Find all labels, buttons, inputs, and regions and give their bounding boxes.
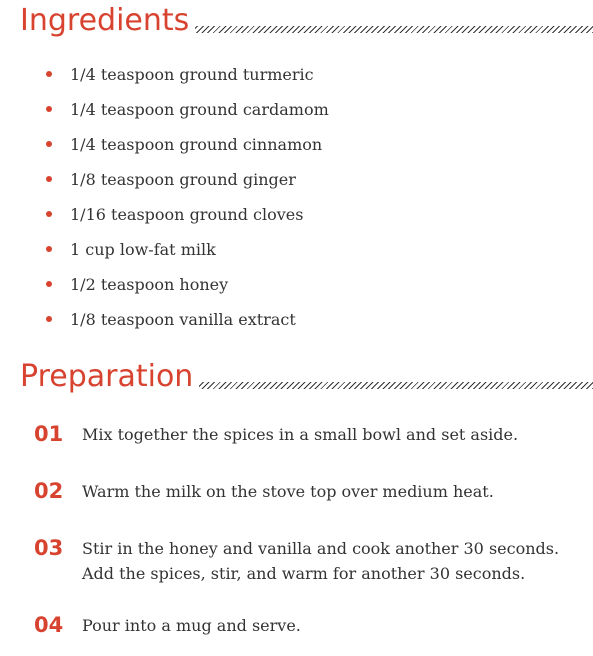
preparation-title: Preparation	[20, 359, 194, 394]
heading-divider	[199, 382, 593, 389]
ingredients-heading	[20, 4, 593, 38]
step-item	[0, 422, 593, 447]
bullet-icon	[46, 141, 52, 147]
step-number: 04	[34, 613, 64, 637]
ingredient-item	[0, 302, 329, 337]
bullet-icon	[46, 281, 52, 287]
preparation-steps	[0, 422, 593, 638]
ingredients-list	[0, 57, 329, 337]
ingredient-item	[0, 127, 329, 162]
ingredient-text: 1/8 teaspoon ground ginger	[70, 170, 296, 189]
ingredient-item	[0, 162, 329, 197]
ingredient-item	[0, 267, 329, 302]
ingredient-text: 1/8 teaspoon vanilla extract	[70, 310, 296, 329]
ingredients-title: Ingredients	[20, 3, 190, 38]
step-text: Pour into a mug and serve.	[82, 616, 301, 635]
bullet-icon	[46, 106, 52, 112]
bullet-icon	[46, 211, 52, 217]
bullet-icon	[46, 71, 52, 77]
ingredient-text: 1/4 teaspoon ground cinnamon	[70, 135, 323, 154]
ingredient-text: 1/4 teaspoon ground turmeric	[70, 65, 314, 84]
step-text: Warm the milk on the stove top over medium heat.	[82, 482, 494, 501]
ingredient-text: 1/4 teaspoon ground cardamom	[70, 100, 329, 119]
step-item	[0, 479, 593, 504]
step-number: 02	[34, 479, 64, 503]
step-item	[0, 536, 593, 586]
step-text: Mix together the spices in a small bowl and set aside.	[82, 425, 519, 444]
step-item	[0, 613, 593, 638]
ingredient-item	[0, 197, 329, 232]
ingredient-text: 1/2 teaspoon honey	[70, 275, 229, 294]
bullet-icon	[46, 176, 52, 182]
step-number: 03	[34, 536, 64, 560]
ingredient-text: 1 cup low-fat milk	[70, 240, 216, 259]
ingredient-item	[0, 92, 329, 127]
step-number: 01	[34, 422, 64, 446]
heading-divider	[195, 26, 593, 33]
ingredient-item	[0, 232, 329, 267]
step-text: Stir in the honey and vanilla and cook another 30 seconds. Add the spices, stir, and warm for another 30 seconds.	[82, 539, 560, 583]
ingredient-item	[0, 57, 329, 92]
ingredient-text: 1/16 teaspoon ground cloves	[70, 205, 304, 224]
bullet-icon	[46, 246, 52, 252]
preparation-heading	[20, 360, 593, 394]
bullet-icon	[46, 316, 52, 322]
